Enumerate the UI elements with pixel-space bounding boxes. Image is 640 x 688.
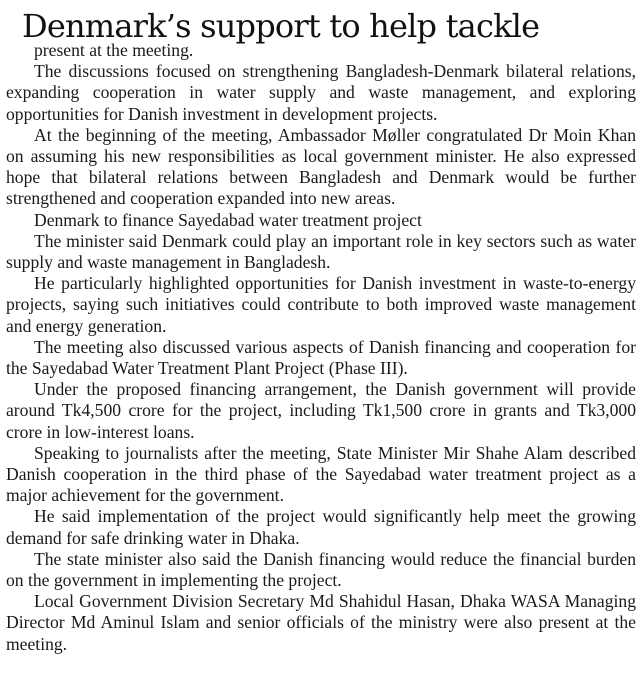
subheading: Denmark to finance Sayedabad water treatment project xyxy=(34,209,422,230)
paragraph: Under the proposed financing arrangement, the Danish government will provide around Tk4,500 crore for the project, including Tk1,500 crore in grants and Tk3,000 crore in low-interest loans. xyxy=(6,379,636,442)
paragraph: present at the meeting. xyxy=(34,40,194,60)
paragraph: The meeting also discussed various aspects of Danish financing and cooperation for the Sayedabad Water Treatment Plant Project (Phase III). xyxy=(6,336,636,379)
paragraph: The state minister also said the Danish financing would reduce the financial burden on the government in implementing the project. xyxy=(6,548,636,591)
headline: Denmark’s support to help tackle xyxy=(22,7,540,45)
paragraph: At the beginning of the meeting, Ambassador Møller congratulated Dr Moin Khan on assuming his new responsibilities as local government minister. He also expressed hope that bilateral relations between Bangladesh and Denmark would be further strengthened and cooperation expanded into new areas. xyxy=(6,124,636,209)
paragraph: He said implementation of the project would significantly help meet the growing demand for safe drinking water in Dhaka. xyxy=(6,506,636,548)
paragraph: Speaking to journalists after the meeting, State Minister Mir Shahe Alam described Danish cooperation in the third phase of the Sayedabad water treatment project as a major achievement for the government. xyxy=(6,442,636,506)
article-body xyxy=(6,40,636,655)
paragraph: He particularly highlighted opportunities for Danish investment in waste-to-energy projects, saying such initiatives could contribute to both improved waste management and energy generation. xyxy=(6,273,636,336)
paragraph: The discussions focused on strengthening Bangladesh-Denmark bilateral relations, expanding cooperation in water supply and waste management, and exploring opportunities for Danish investment in development projects. xyxy=(6,61,636,124)
paragraph: The minister said Denmark could play an important role in key sectors such as water supply and waste management in Bangladesh. xyxy=(6,230,636,273)
paragraph: Local Government Division Secretary Md Shahidul Hasan, Dhaka WASA Managing Director Md Aminul Islam and senior officials of the ministry were also present at the meeting. xyxy=(6,591,636,654)
